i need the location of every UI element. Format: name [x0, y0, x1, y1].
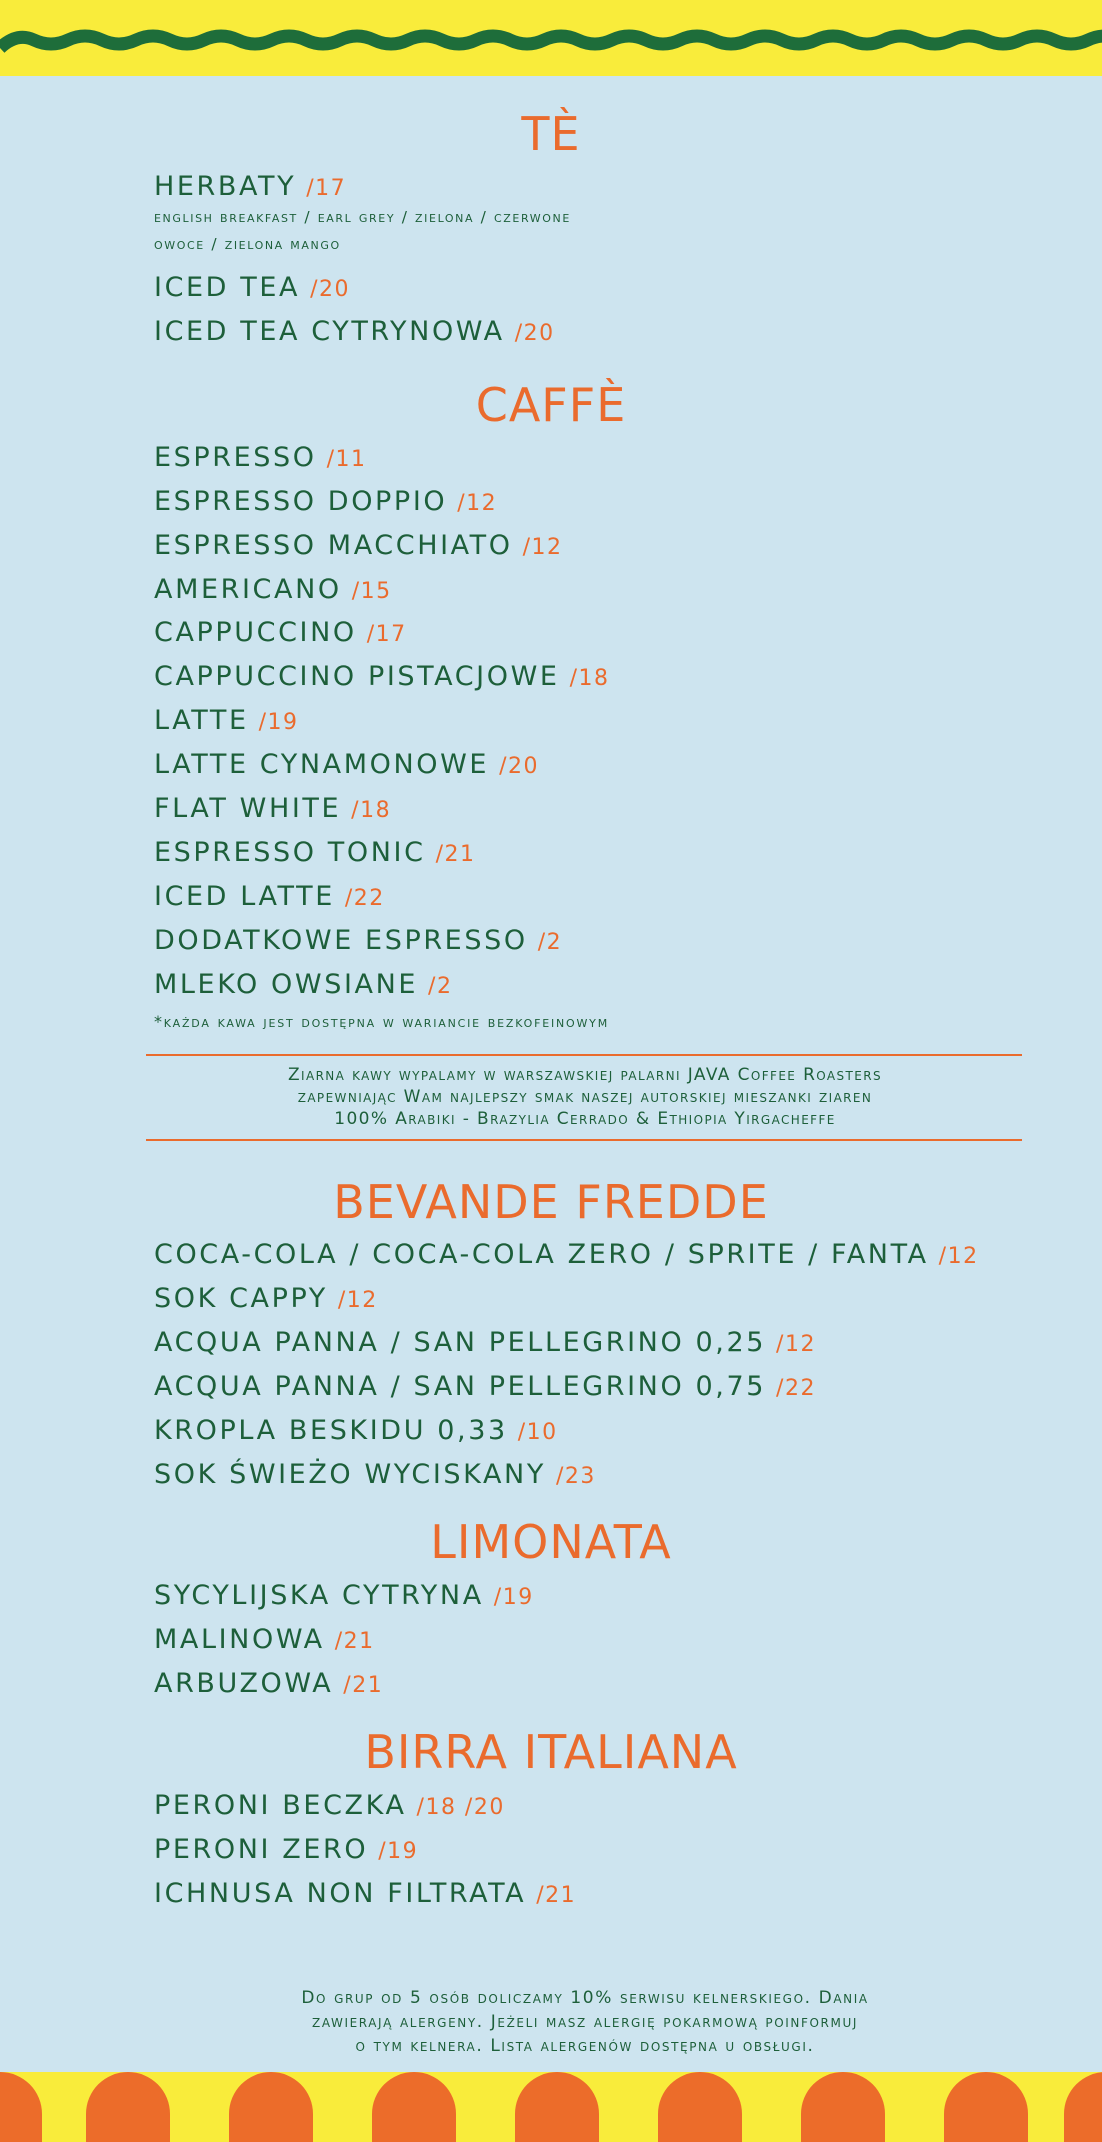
arch-decoration [0, 2072, 42, 2142]
menu-item [154, 441, 367, 477]
arch-decoration [1064, 2072, 1102, 2142]
item-name: ACQUA PANNA / SAN PELLEGRINO 0,25 [154, 1327, 767, 1358]
herbaty-description-line-1: english breakfast / earl grey / zielona / czerwone [154, 208, 571, 226]
item-price: /18 [569, 666, 610, 691]
menu-item [154, 1370, 816, 1406]
menu-item [154, 704, 299, 740]
item-name: ICED TEA [154, 272, 301, 303]
item-price: /18 [351, 798, 392, 823]
item-price: /12 [938, 1244, 979, 1269]
footer-line: o tym kelnera. Lista alergenów dostępna u obsługi. [355, 2036, 815, 2056]
item-price: /17 [306, 176, 347, 201]
footer-line: Do grup od 5 osób doliczamy 10% serwisu kelnerskiego. Dania [301, 1988, 869, 2008]
item-price: /21 [536, 1883, 577, 1908]
item-name: LATTE [154, 705, 249, 736]
section-title-caffe: CAFFÈ [475, 378, 627, 432]
menu-item [154, 924, 562, 960]
item-name: SYCYLIJSKA CYTRYNA [154, 1580, 484, 1611]
item-price: /12 [337, 1288, 378, 1313]
menu-item-herbaty [154, 170, 346, 206]
section-title-limonata: LIMONATA [430, 1515, 672, 1569]
arch-decoration [372, 2072, 456, 2142]
item-name: CAPPUCCINO PISTACJOWE [154, 661, 560, 692]
item-name: SOK ŚWIEŻO WYCISKANY [154, 1459, 546, 1490]
menu-item [154, 1458, 596, 1494]
item-name: ARBUZOWA [154, 1668, 334, 1699]
bottom-arch-band [0, 2072, 1102, 2142]
item-price: /21 [343, 1673, 384, 1698]
arch-decoration [515, 2072, 599, 2142]
footer-line: zawierają alergeny. Jeżeli masz alergię pokarmową poinformuj [312, 2012, 858, 2032]
item-name: MALINOWA [154, 1624, 325, 1655]
arch-decoration [86, 2072, 170, 2142]
item-name: DODATKOWE ESPRESSO [154, 925, 528, 956]
section-title-te: TÈ [521, 107, 581, 161]
menu-item [154, 1877, 576, 1913]
item-name: SOK CAPPY [154, 1283, 328, 1314]
menu-item [154, 271, 350, 307]
coffee-info-line: 100% Arabiki - Brazylia Cerrado & Ethiopia Yirgacheffe [334, 1109, 836, 1129]
item-price: /20 [514, 321, 555, 346]
item-price: /19 [493, 1585, 534, 1610]
item-price: /22 [776, 1376, 816, 1401]
item-price: /19 [258, 710, 299, 735]
section-title-birra-italiana: BIRRA ITALIANA [364, 1725, 738, 1779]
item-price: /12 [522, 535, 563, 560]
item-price: /18 /20 [416, 1795, 505, 1820]
item-name: ICED LATTE [154, 881, 335, 912]
menu-item [154, 748, 539, 784]
item-price: /11 [326, 447, 367, 472]
item-name: ICHNUSA NON FILTRATA [154, 1878, 527, 1909]
divider-top [146, 1054, 1022, 1056]
menu-item [154, 1414, 558, 1450]
menu-item [154, 880, 385, 916]
coffee-info [0, 1064, 1102, 1130]
herbaty-description-line-2: owoce / zielona mango [154, 235, 341, 253]
item-name: PERONI ZERO [154, 1834, 369, 1865]
item-name: ICED TEA CYTRYNOWA [154, 316, 505, 347]
menu-item [154, 1579, 534, 1615]
menu-item [154, 1667, 383, 1703]
menu-item [154, 1238, 979, 1274]
section-title-bevande-fredde: BEVANDE FREDDE [333, 1175, 769, 1229]
menu-item [154, 1326, 816, 1362]
item-name: ESPRESSO DOPPIO [154, 486, 448, 517]
menu-item [154, 1833, 418, 1869]
item-price: /17 [366, 622, 407, 647]
item-price: /21 [435, 842, 476, 867]
item-name: MLEKO OWSIANE [154, 969, 419, 1000]
menu-item [154, 1282, 378, 1318]
menu-item [154, 1623, 375, 1659]
menu-item [154, 573, 392, 609]
menu-item [154, 792, 391, 828]
arch-decoration [801, 2072, 885, 2142]
footer-note [0, 1986, 1102, 2058]
item-price: /21 [334, 1629, 375, 1654]
item-name: CAPPUCCINO [154, 617, 357, 648]
item-price: /23 [555, 1464, 596, 1489]
item-name: ESPRESSO [154, 442, 317, 473]
menu-item [154, 485, 497, 521]
item-name: ESPRESSO MACCHIATO [154, 530, 513, 561]
menu-item [154, 616, 407, 652]
item-name: AMERICANO [154, 574, 342, 605]
item-price: /22 [344, 886, 385, 911]
item-price: /2 [537, 930, 563, 955]
arch-decoration [944, 2072, 1028, 2142]
divider-bottom [146, 1139, 1022, 1141]
menu-item [154, 315, 555, 351]
item-name: COCA-COLA / COCA-COLA ZERO / SPRITE / FANTA [154, 1239, 929, 1270]
arch-decoration [658, 2072, 742, 2142]
menu-item [154, 660, 609, 696]
item-price: /2 [428, 974, 453, 999]
item-price: /19 [378, 1839, 419, 1864]
menu-item [154, 968, 452, 1004]
item-price: /12 [457, 491, 498, 516]
item-name: LATTE CYNAMONOWE [154, 749, 490, 780]
item-name: HERBATY [154, 171, 297, 202]
item-price: /12 [776, 1332, 816, 1357]
item-price: /20 [310, 277, 350, 302]
top-wave-band [0, 0, 1102, 76]
arch-decoration [229, 2072, 313, 2142]
menu-item [154, 1789, 505, 1825]
item-price: /20 [499, 754, 539, 779]
item-price: /10 [517, 1420, 558, 1445]
item-name: KROPLA BESKIDU 0,33 [154, 1415, 508, 1446]
coffee-info-line: zapewniając Wam najlepszy smak naszej autorskiej mieszanki ziaren [297, 1087, 873, 1107]
item-name: ESPRESSO TONIC [154, 837, 426, 868]
wave-decoration [0, 0, 1102, 76]
item-name: FLAT WHITE [154, 793, 342, 824]
item-name: ACQUA PANNA / SAN PELLEGRINO 0,75 [154, 1371, 767, 1402]
item-price: /15 [351, 579, 392, 604]
menu-item [154, 836, 475, 872]
coffee-info-line: Ziarna kawy wypalamy w warszawskiej palarni JAVA Coffee Roasters [287, 1065, 883, 1085]
decaf-note: *każda kawa jest dostępna w wariancie bezkofeinowym [154, 1012, 609, 1031]
item-name: PERONI BECZKA [154, 1790, 407, 1821]
menu-item [154, 529, 563, 565]
